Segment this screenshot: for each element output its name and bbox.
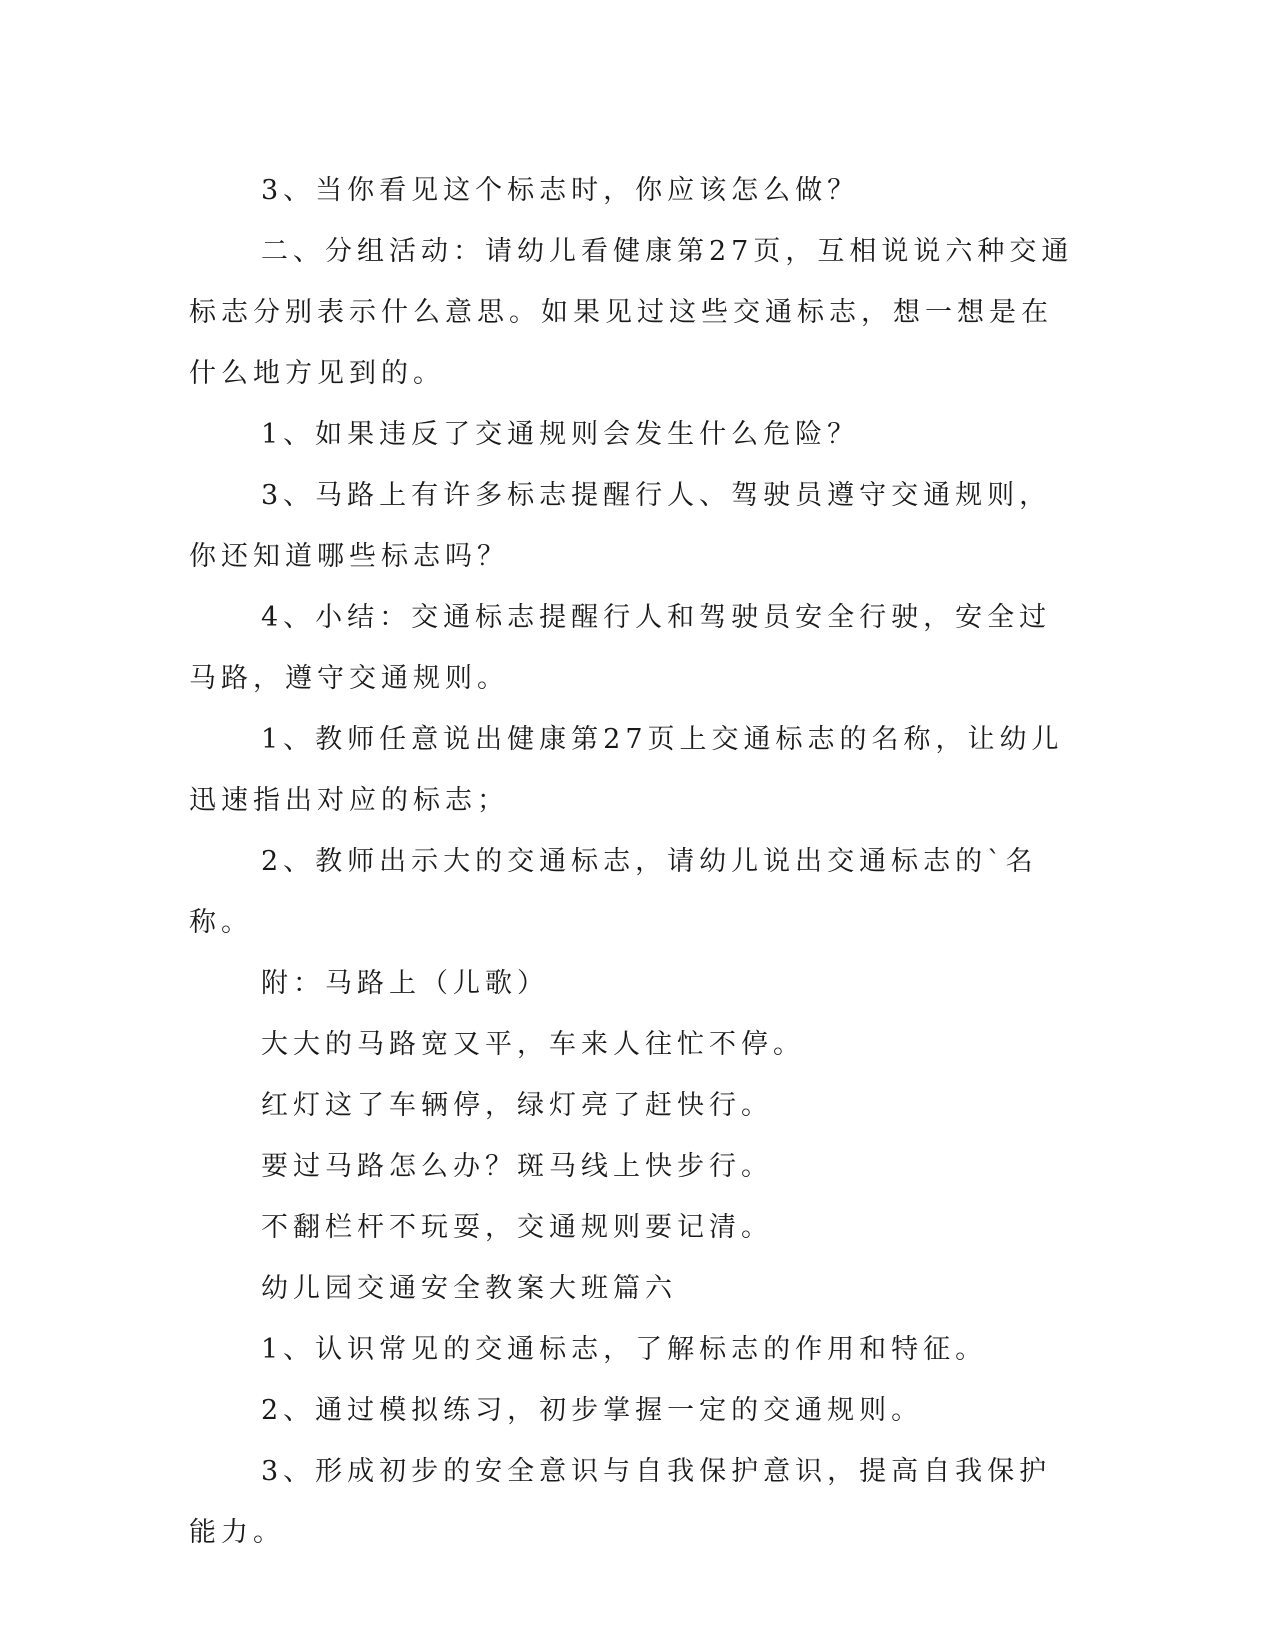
paragraph-group-activity: 二、分组活动：请幼儿看健康第27页，互相说说六种交通标志分别表示什么意思。如果见过这些交通标志，想一想是在什么地方见到的。	[189, 236, 1074, 389]
paragraph-teacher-names-signs: 1、教师任意说出健康第27页上交通标志的名称，让幼儿迅速指出对应的标志；	[189, 724, 1064, 816]
goal-1: 1、认识常见的交通标志，了解标志的作用和特征。	[261, 1334, 988, 1365]
section-heading: 幼儿园交通安全教案大班篇六	[261, 1273, 677, 1304]
paragraph-road-signs: 3、马路上有许多标志提醒行人、驾驶员遵守交通规则，你还知道哪些标志吗？	[189, 480, 1052, 572]
paragraph-question-3: 3、当你看见这个标志时，你应该怎么做？	[261, 175, 860, 206]
paragraph-question-danger: 1、如果违反了交通规则会发生什么危险？	[261, 419, 860, 450]
goal-3: 3、形成初步的安全意识与自我保护意识，提高自我保护能力。	[189, 1456, 1052, 1548]
goal-2: 2、通过模拟练习，初步掌握一定的交通规则。	[261, 1395, 924, 1426]
paragraph-teacher-shows-signs: 2、教师出示大的交通标志，请幼儿说出交通标志的`名称。	[189, 846, 1038, 938]
poem-line-3: 要过马路怎么办？斑马线上快步行。	[261, 1151, 773, 1182]
poem-line-2: 红灯这了车辆停，绿灯亮了赶快行。	[261, 1090, 773, 1121]
document-body	[189, 160, 1079, 1563]
poem-title: 附：马路上（儿歌）	[261, 968, 549, 999]
paragraph-summary: 4、小结：交通标志提醒行人和驾驶员安全行驶，安全过马路，遵守交通规则。	[189, 602, 1052, 694]
poem-line-4: 不翻栏杆不玩耍，交通规则要记清。	[261, 1212, 773, 1243]
poem-line-1: 大大的马路宽又平，车来人往忙不停。	[261, 1029, 805, 1060]
